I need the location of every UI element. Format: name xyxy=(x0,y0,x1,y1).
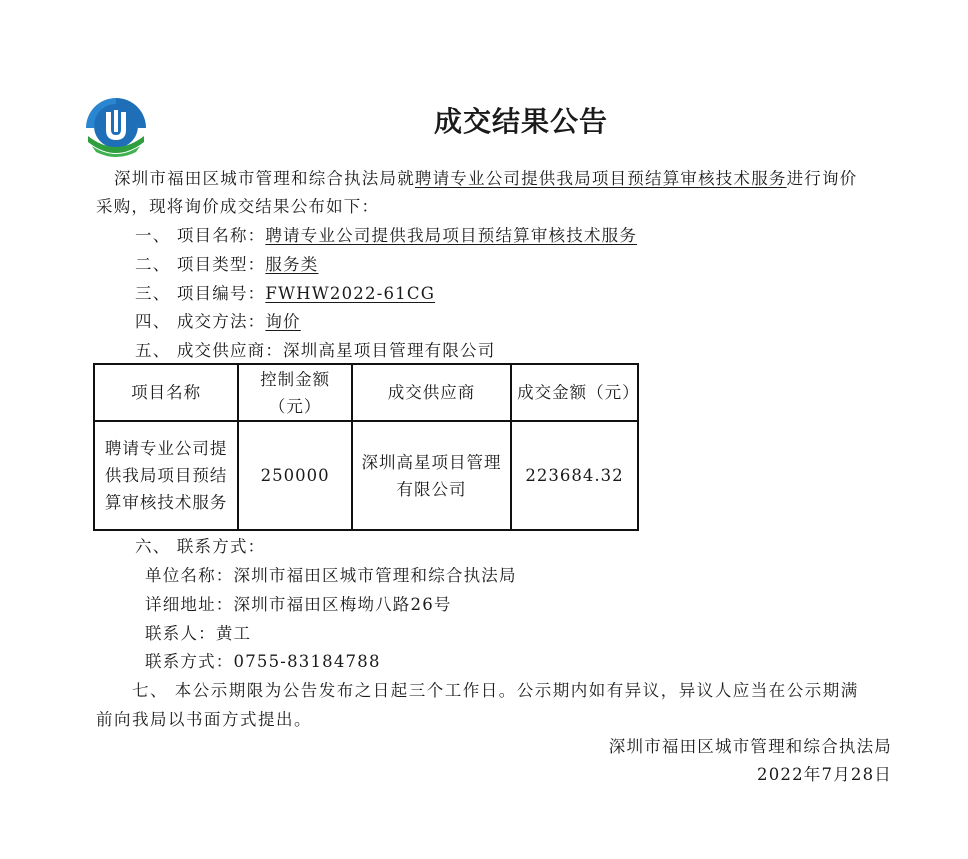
table-cell: 223684.32 xyxy=(511,421,638,530)
table-header-cell: 项目名称 xyxy=(94,364,238,421)
contact-org-label: 单位名称： xyxy=(145,566,234,585)
contact-heading: 六、 联系方式： xyxy=(135,537,266,556)
contact-org-value: 深圳市福田区城市管理和综合执法局 xyxy=(233,566,517,585)
contact-address-value: 深圳市福田区梅坳八路26号 xyxy=(233,595,452,614)
item-deal-method xyxy=(135,308,301,336)
signature-org: 深圳市福田区城市管理和综合执法局 xyxy=(608,737,892,756)
contact-address xyxy=(145,591,452,619)
item-value: 聘请专业公司提供我局项目预结算审核技术服务 xyxy=(265,226,638,245)
item-supplier xyxy=(135,337,495,365)
result-table xyxy=(93,363,639,531)
notice-paragraph: 七、 本公示期限为公告发布之日起三个工作日。公示期内如有异议，异议人应当在公示期满前向我局以书面方式提出。 xyxy=(96,681,859,729)
table-cell: 深圳高星项目管理有限公司 xyxy=(352,421,511,530)
table-cell: 250000 xyxy=(238,421,352,530)
contact-person xyxy=(145,620,251,648)
table-header-row xyxy=(94,364,638,421)
item-project-name xyxy=(135,222,637,250)
item-value: FWHW2022-61CG xyxy=(265,284,436,303)
signature-date: 2022年7月28日 xyxy=(757,765,892,784)
contact-phone-label: 联系方式： xyxy=(145,652,234,671)
item-label: 四、 成交方法： xyxy=(135,312,266,331)
item-value: 询价 xyxy=(265,312,301,331)
item-project-type xyxy=(135,251,318,279)
page-title: 成交结果公告 xyxy=(434,105,609,138)
table-cell: 聘请专业公司提供我局项目预结算审核技术服务 xyxy=(94,421,238,530)
contact-person-label: 联系人： xyxy=(145,624,216,643)
table-row xyxy=(94,421,638,530)
contact-phone xyxy=(145,648,381,676)
item-value: 深圳高星项目管理有限公司 xyxy=(283,341,496,360)
bureau-logo-icon xyxy=(84,96,148,160)
contact-phone-value: 0755-83184788 xyxy=(233,652,381,671)
item-label: 三、 项目编号： xyxy=(135,284,266,303)
item-label: 二、 项目类型： xyxy=(135,255,266,274)
contact-person-value: 黄工 xyxy=(215,624,252,643)
item-label: 一、 项目名称： xyxy=(135,226,266,245)
intro-project-name: 聘请专业公司提供我局项目预结算审核技术服务 xyxy=(414,169,787,188)
item-project-number xyxy=(135,280,435,308)
intro-prefix: 深圳市福田区城市管理和综合执法局就 xyxy=(114,169,415,188)
contact-address-label: 详细地址： xyxy=(145,595,234,614)
item-label: 五、 成交供应商： xyxy=(135,341,284,360)
table-header-cell: 成交金额（元） xyxy=(511,364,638,421)
intro-paragraph xyxy=(96,165,872,221)
intro-suffix: 进行询价采购，现将询价成交结果公布如下： xyxy=(96,169,858,216)
item-value: 服务类 xyxy=(265,255,319,274)
contact-org xyxy=(145,562,517,590)
table-header-cell: 控制金额（元） xyxy=(238,364,352,421)
table-header-cell: 成交供应商 xyxy=(352,364,511,421)
